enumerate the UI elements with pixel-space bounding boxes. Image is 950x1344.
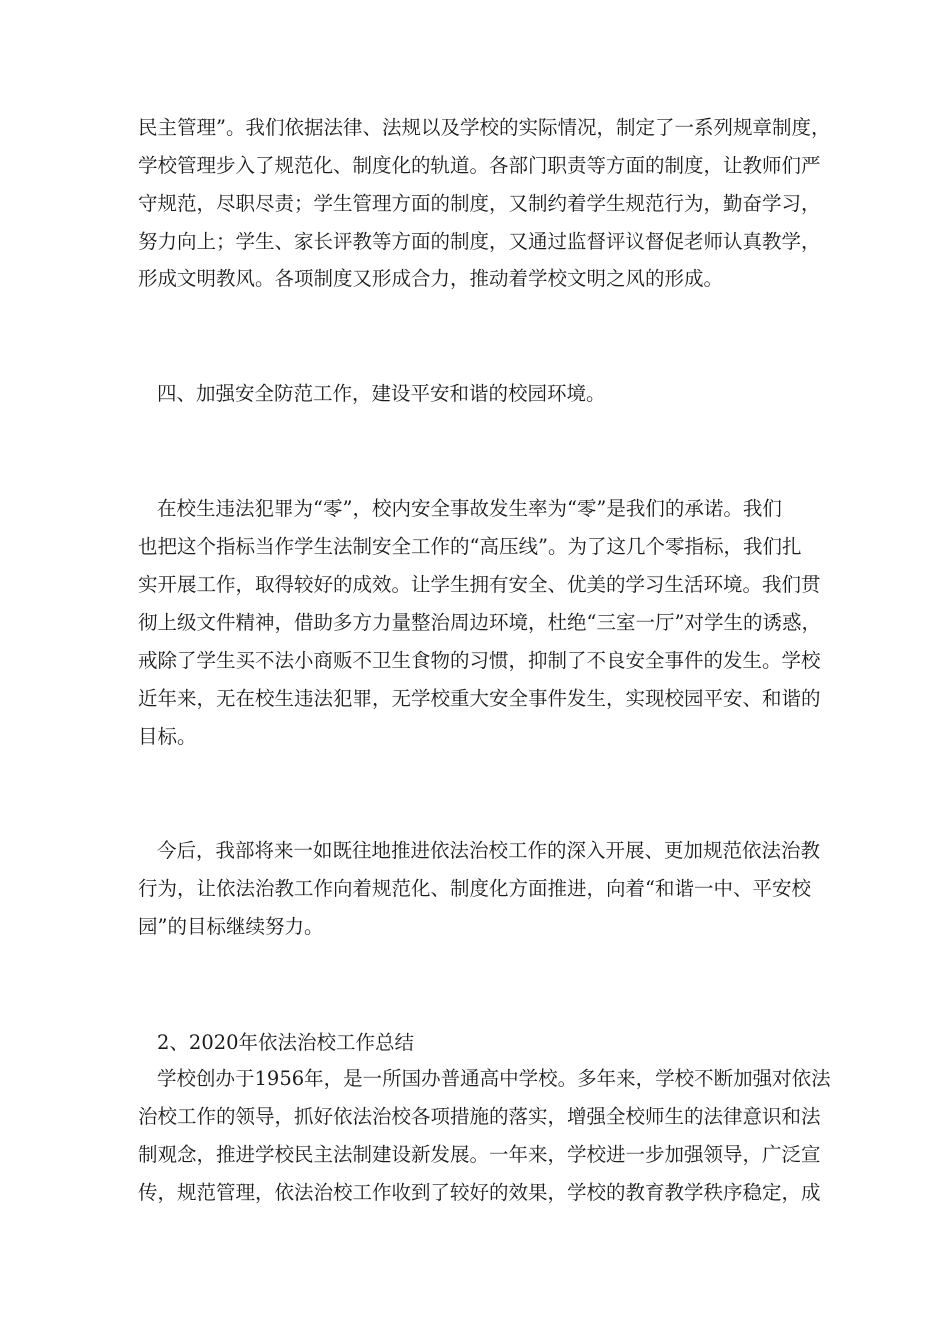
paragraph-3-line: 行为，让依法治教工作向着规范化、制度化方面推进，向着“和谐一中、平安校 [138, 877, 811, 900]
paragraph-3-line: 今后，我部将来一如既往地推进依法治校工作的深入开展、更加规范依法治教 [157, 839, 821, 862]
paragraph-4-line: 学校创办于1956年，是一所国办普通高中学校。多年来，学校不断加强对依法 [157, 1067, 831, 1090]
paragraph-2-line: 也把这个指标当作学生法制安全工作的“高压线”。为了这几个零指标，我们扎 [138, 535, 802, 558]
paragraph-2-line: 戒除了学生买不法小商贩不卫生食物的习惯，抑制了不良安全事件的发生。学校 [138, 649, 821, 672]
paragraph-2-line: 近年来，无在校生违法犯罪，无学校重大安全事件发生，实现校园平安、和谐的 [138, 687, 821, 710]
section-heading-4: 四、加强安全防范工作，建设平安和谐的校园环境。 [157, 382, 606, 405]
paragraph-1-line: 守规范，尽职尽责；学生管理方面的制度，又制约着学生规范行为，勤奋学习， [138, 192, 821, 215]
paragraph-2-line: 实开展工作，取得较好的成效。让学生拥有安全、优美的学习生活环境。我们贯 [138, 573, 821, 596]
paragraph-1-line: 学校管理步入了规范化、制度化的轨道。各部门职责等方面的制度，让教师们严 [138, 154, 821, 177]
paragraph-1-line: 民主管理”。我们依据法律、法规以及学校的实际情况，制定了一系列规章制度， [138, 116, 831, 139]
paragraph-1-line: 努力向上；学生、家长评教等方面的制度，又通过监督评议督促老师认真教学， [138, 230, 821, 253]
paragraph-4-line: 治校工作的领导，抓好依法治校各项措施的落实，增强全校师生的法律意识和法 [138, 1105, 821, 1128]
paragraph-4-line: 制观念，推进学校民主法制建设新发展。一年来，学校进一步加强领导，广泛宣 [138, 1143, 821, 1166]
paragraph-2-line: 彻上级文件精神，借助多方力量整治周边环境，杜绝“三室一厅”对学生的诱惑， [138, 611, 821, 634]
section-2-title: 2、2020年依法治校工作总结 [157, 1031, 415, 1054]
paragraph-2-line: 在校生违法犯罪为“零”，校内安全事故发生率为“零”是我们的承诺。我们 [157, 497, 782, 520]
paragraph-2-line: 目标。 [138, 725, 197, 748]
paragraph-4-line: 传，规范管理，依法治校工作收到了较好的效果，学校的教育教学秩序稳定，成 [138, 1181, 821, 1204]
paragraph-1-line: 形成文明教风。各项制度又形成合力，推动着学校文明之风的形成。 [138, 267, 724, 290]
paragraph-3-line: 园”的目标继续努力。 [138, 915, 324, 938]
